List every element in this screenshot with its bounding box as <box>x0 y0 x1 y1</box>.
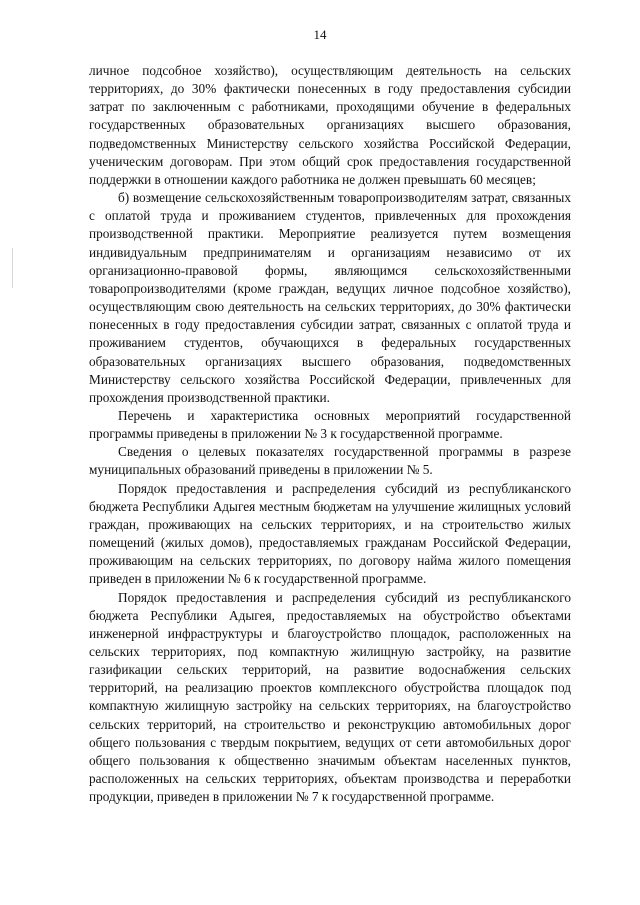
paragraph-continuation: личное подсобное хозяйство), осуществляющим деятельность на сельских территориях, до 30% фактически понесенных в году предоставления субсидии затрат по заключенным с работниками, проходящими обучение в федеральных государственных образовательных организациях высшего образования, подведомственных Министерству сельского хозяйства Российской Федерации, ученическим договорам. При этом общий срок предоставления государственной поддержки в отношении каждого работника не должен превышать 60 месяцев; <box>89 63 571 187</box>
paragraph-infrastructure-subsidies: Порядок предоставления и распределения субсидий из республиканского бюджета Республики Адыгея, предоставляемых на обустройство объектами инженерной инфраструктуры и благоустройство площадок, расположенных на сельских территориях, под компактную жилищную застройку, на развитие газификации сельских территорий, на развитие водоснабжения сельских территорий, на реализацию проектов комплексного обустройства площадок под компактную жилищную застройку на сельских территориях, на благоустройство сельских территорий, на строительство и реконструкцию автомобильных дорог общего пользования с твердым покрытием, ведущих от сети автомобильных дорог общего пользования к общественно значимым объектам населенных пунктов, расположенных на сельских территориях, объектам производства и переработки продукции, приведен в приложении № 7 к государственной программе. <box>89 589 571 805</box>
page-number: 14 <box>313 27 327 42</box>
paragraph-list-of-measures: Перечень и характеристика основных мероприятий государственной программы приведены в приложении № 3 к государственной программе. <box>89 407 571 442</box>
document-body <box>89 62 571 806</box>
paragraph-housing-subsidies: Порядок предоставления и распределения субсидий из республиканского бюджета Республики Адыгея местным бюджетам на улучшение жилищных условий граждан, проживающих на сельских территориях, и на строительство жилых помещений (жилых домов), предоставляемых гражданам Российской Федерации, проживающим на сельских территориях, по договору найма жилого помещения приведен в приложении № 6 к государственной программе. <box>89 480 571 587</box>
scan-margin-mark <box>12 248 13 288</box>
paragraph-item-b: б) возмещение сельскохозяйственным товаропроизводителям затрат, связанных с оплатой труда и проживанием студентов, привлеченных для прохождения производственной практики. Мероприятие реализуется путем возмещения индивидуальным предпринимателям и организациям независимо от их организационно-правовой формы, являющимся сельскохозяйственными товаропроизводителями (кроме граждан, ведущих личное подсобное хозяйство), осуществляющим свою деятельность на сельских территориях, до 30% фактически понесенных в году предоставления субсидии затрат, связанных с оплатой труда и проживанием студентов, обучающихся в федеральных государственных образовательных организациях высшего образования, подведомственных Министерству сельского хозяйства Российской Федерации, привлеченных для прохождения производственной практики. <box>89 190 571 405</box>
paragraph-target-indicators: Сведения о целевых показателях государственной программы в разрезе муниципальных образований приведены в приложении № 5. <box>89 444 571 478</box>
